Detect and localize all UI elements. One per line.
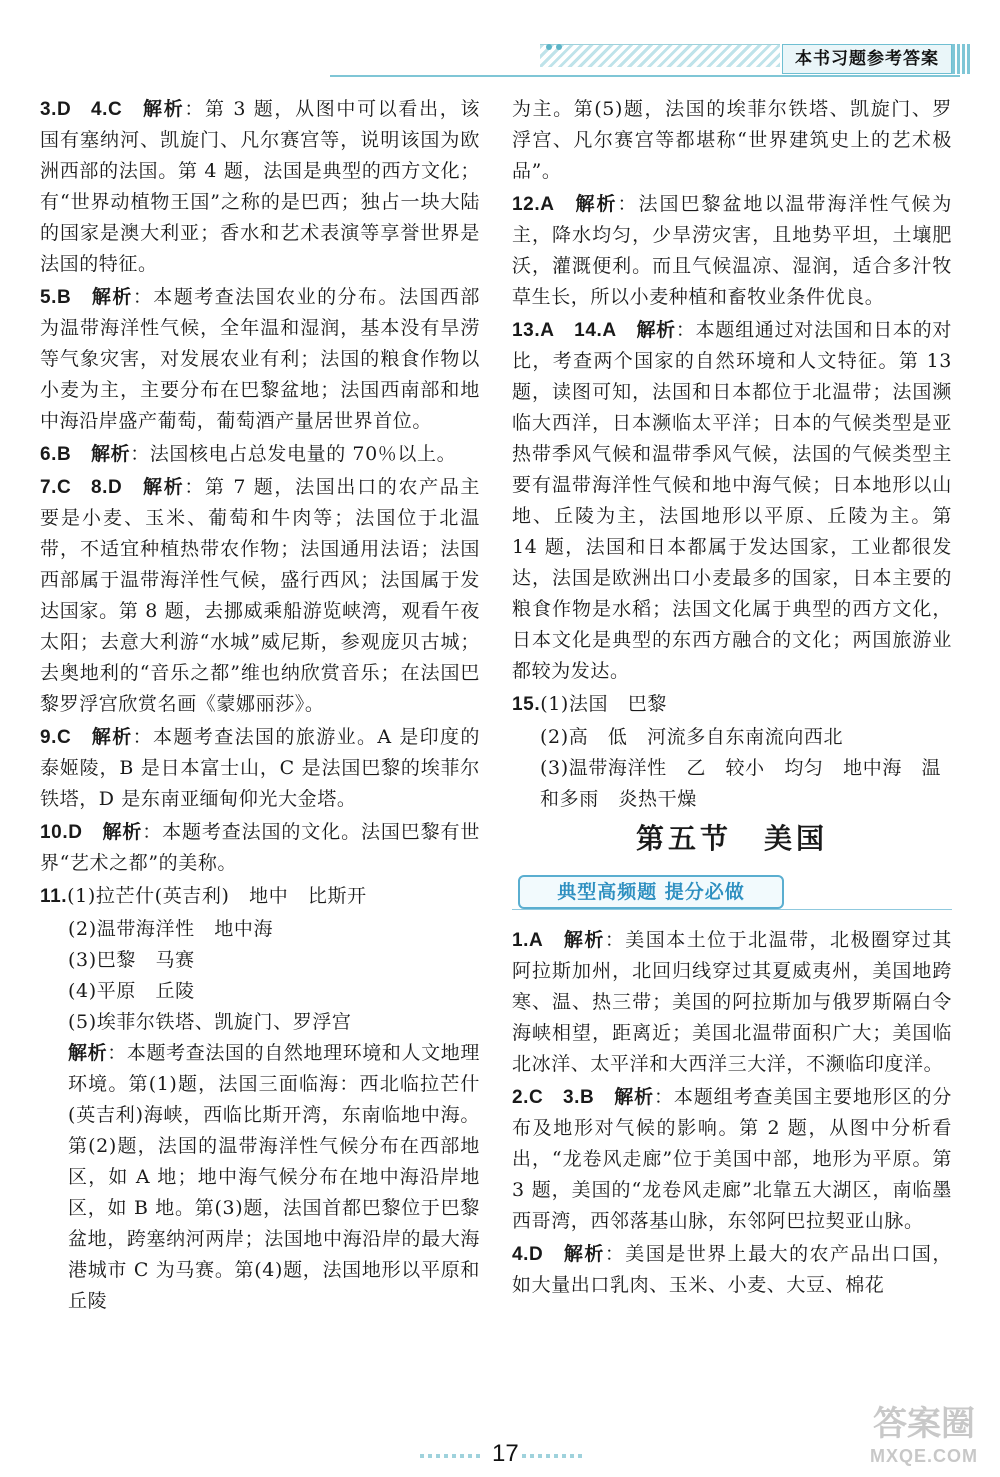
answer-item (512, 315, 952, 687)
question-number: 5.B (40, 287, 72, 308)
explanation-text: 为主。第(5)题，法国的埃菲尔铁塔、凯旋门、罗浮宫、凡尔赛宫等都堪称“世界建筑史上的艺术极品”。 (512, 98, 952, 182)
question-number: 10.D (40, 822, 83, 843)
explanation-text: ：本题考查法国的自然地理环境和人文地理环境。第(1)题，法国三面临海：西北临拉芒什(英吉利)海峡，西临比斯开湾，东南临地中海。第(2)题，法国的温带海洋性气候分布在西部地区，如 A 地；地中海气候分布在地中海沿岸地区，如 B 地。第(3)题，法国首都巴黎位于巴黎盆地，跨塞纳河两岸；法国地中海沿岸的最大海港城市 C 为马赛。第(4)题，法国地形以平原和丘陵 (68, 1042, 481, 1312)
explanation-label: 解析 (90, 726, 133, 748)
question-number: 3.D (40, 99, 72, 120)
question-number: 13.A (512, 320, 555, 341)
left-column (40, 94, 480, 1319)
question-number: 12.A (512, 194, 555, 215)
explanation-text: ：美国是世界上最大的农产品出口国，如大量出口乳肉、玉米、小麦、大豆、棉花 (512, 1243, 953, 1296)
explanation-text: ：美国本土位于北温带，北极圈穿过其阿拉斯加州，北回归线穿过其夏威夷州，美国地跨寒、温、热三带；美国的阿拉斯加与俄罗斯隔白令海峡相望，距离近；美国北温带面积广大；美国临北冰洋、太平洋和大西洋三大洋，不濒临印度洋。 (512, 929, 953, 1075)
explanation-label: 解析 (141, 98, 185, 120)
question-number: 8.D (90, 477, 123, 498)
question-number: 4.D (512, 1244, 544, 1265)
answer-item (40, 94, 480, 280)
explanation-label: 解析 (636, 319, 676, 341)
explanation-label: 解析 (90, 443, 131, 465)
answer-item-11 (40, 881, 480, 912)
answer-line: (2)温带海洋性 地中海 (68, 918, 274, 940)
answer-line: (2)高 低 河流多自东南流向西北 (540, 726, 844, 748)
page-number: 17 (492, 1440, 519, 1467)
header-dot (546, 44, 552, 50)
answer-item (512, 94, 952, 187)
answer-item (40, 722, 480, 815)
explanation-label: 解析 (141, 476, 185, 498)
question-number: 4.C (90, 99, 123, 120)
explanation-label: 解析 (562, 929, 605, 951)
banner-rule (512, 909, 952, 910)
answer-item (512, 1082, 952, 1237)
answer-line: (4)平原 丘陵 (68, 980, 195, 1002)
explanation-text: ：法国巴黎盆地以温带海洋性气候为主，降水均匀，少旱涝灾害，且地势平坦，土壤肥沃，灌溉便利。而且气候温凉、湿润，适合多汁牧草生长，所以小麦种植和畜牧业条件优良。 (512, 193, 952, 308)
answer-item-15 (512, 689, 952, 720)
header-dot (556, 44, 562, 50)
section-title: 第五节 美国 (635, 822, 828, 855)
explanation-text: ：法国核电占总发电量的 70％以上。 (130, 443, 457, 465)
answer-line: (5)埃菲尔铁塔、凯旋门、罗浮宫 (68, 1011, 352, 1033)
header-decoration-tail (952, 44, 972, 74)
explanation-text: ：本题考查法国农业的分布。法国西部为温带海洋性气候，全年温和湿润，基本没有旱涝等气象灾害，对发展农业有利；法国的粮食作物以小麦为主，主要分布在巴黎盆地；法国西南部和地中海沿岸盛产葡萄，葡萄酒产量居世界首位。 (40, 286, 481, 432)
explanation-label: 解析 (613, 1086, 655, 1108)
footer-decoration (522, 1454, 582, 1458)
explanation (40, 1038, 480, 1317)
page-footer (0, 1442, 1000, 1472)
answer-line: (1)拉芒什(英吉利) 地中 比斯开 (67, 885, 367, 907)
question-number: 1.A (512, 930, 544, 951)
explanation-label: 解析 (562, 1243, 605, 1265)
watermark-logo (858, 1402, 990, 1472)
explanation-text: ：本题考查法国的旅游业。A 是印度的泰姬陵，B 是日本富士山，C 是法国巴黎的埃菲尔铁塔，D 是东南亚缅甸仰光大金塔。 (40, 726, 480, 810)
answer-item (40, 472, 480, 720)
section-banner (512, 873, 952, 917)
explanation-text: ：本题组考查美国主要地形区的分布及地形对气候的影响。第 2 题，从图中分析看出，“龙卷风走廊”位于美国中部，地形为平原。第 3 题，美国的“龙卷风走廊”北靠五大湖区，南临墨西哥湾，西邻落基山脉，东邻阿巴拉契亚山脉。 (512, 1086, 952, 1232)
answer-item (40, 817, 480, 879)
header-decoration (540, 44, 780, 67)
explanation-label: 解析 (68, 1042, 108, 1064)
header-label: 本书习题参考答案 (782, 44, 952, 74)
watermark-text: 答案圈 (873, 1404, 975, 1444)
explanation-label: 解析 (574, 193, 618, 215)
answer-line: (1)法国 巴黎 (540, 693, 667, 715)
explanation-text: ：第 7 题，法国出口的农产品主要是小麦、玉米、葡萄和牛肉等；法国位于北温带，不适宜种植热带农作物；法国通用法语；法国西部属于温带海洋性气候，盛行西风；法国属于发达国家。第 8 题，去挪威乘船游览峡湾，观看午夜太阳；去意大利游“水城”威尼斯，参观庞贝古城；去奥地利的“音乐之都”维也纳欣赏音乐；在法国巴黎罗浮宫欣赏名画《蒙娜丽莎》。 (40, 476, 480, 715)
explanation-text: ：本题组通过对法国和日本的对比，考查两个国家的自然环境和人文特征。第 13 题，读图可知，法国和日本都位于北温带；法国濒临大西洋，日本濒临太平洋；日本的气候类型是亚热带季风气候和温带季风气候，法国的气候类型主要有温带海洋性气候和地中海气候；日本地形以山地、丘陵为主，法国地形以平原、丘陵为主。第 14 题，法国和日本都属于发达国家，工业都很发达，法国是欧洲出口小麦最多的国家，日本主要的粮食作物是水稻；法国文化属于典型的西方文化，日本文化是典型的东西方融合的文化；两国旅游业都较为发达。 (512, 319, 952, 682)
watermark-url: MXQE.COM (869, 1446, 978, 1466)
explanation-text: ：第 3 题，从图中可以看出，该国有塞纳河、凯旋门、凡尔赛宫等，说明该国为欧洲西部的法国。第 4 题，法国是典型的西方文化；有“世界动植物王国”之称的是巴西；独占一块大陆的国家是澳大利亚；香水和艺术表演等享誉世界是法国的特征。 (40, 98, 480, 275)
right-column (512, 94, 952, 1303)
answer-item (512, 189, 952, 313)
header-rule (330, 75, 960, 77)
question-number: 6.B (40, 444, 72, 465)
question-number: 11. (40, 886, 68, 907)
answer-line: (3)温带海洋性 乙 较小 均匀 地中海 温和多雨 炎热干燥 (540, 757, 942, 810)
question-number: 9.C (40, 727, 72, 748)
banner-label: 典型高频题 提分必做 (518, 875, 784, 909)
answer-item (40, 439, 480, 470)
footer-decoration (420, 1454, 480, 1458)
question-number: 3.B (562, 1087, 595, 1108)
answer-line: (3)巴黎 马赛 (68, 949, 195, 971)
question-number: 2.C (512, 1087, 544, 1108)
question-number: 7.C (40, 477, 72, 498)
answer-item (512, 1239, 952, 1301)
explanation-text: ：本题考查法国的文化。法国巴黎有世界“艺术之都”的美称。 (40, 821, 480, 874)
answer-item (512, 925, 952, 1080)
answer-item (40, 282, 480, 437)
explanation-label: 解析 (90, 286, 133, 308)
question-number: 15. (512, 694, 541, 715)
explanation-label: 解析 (102, 821, 143, 843)
question-number: 14.A (574, 320, 617, 341)
